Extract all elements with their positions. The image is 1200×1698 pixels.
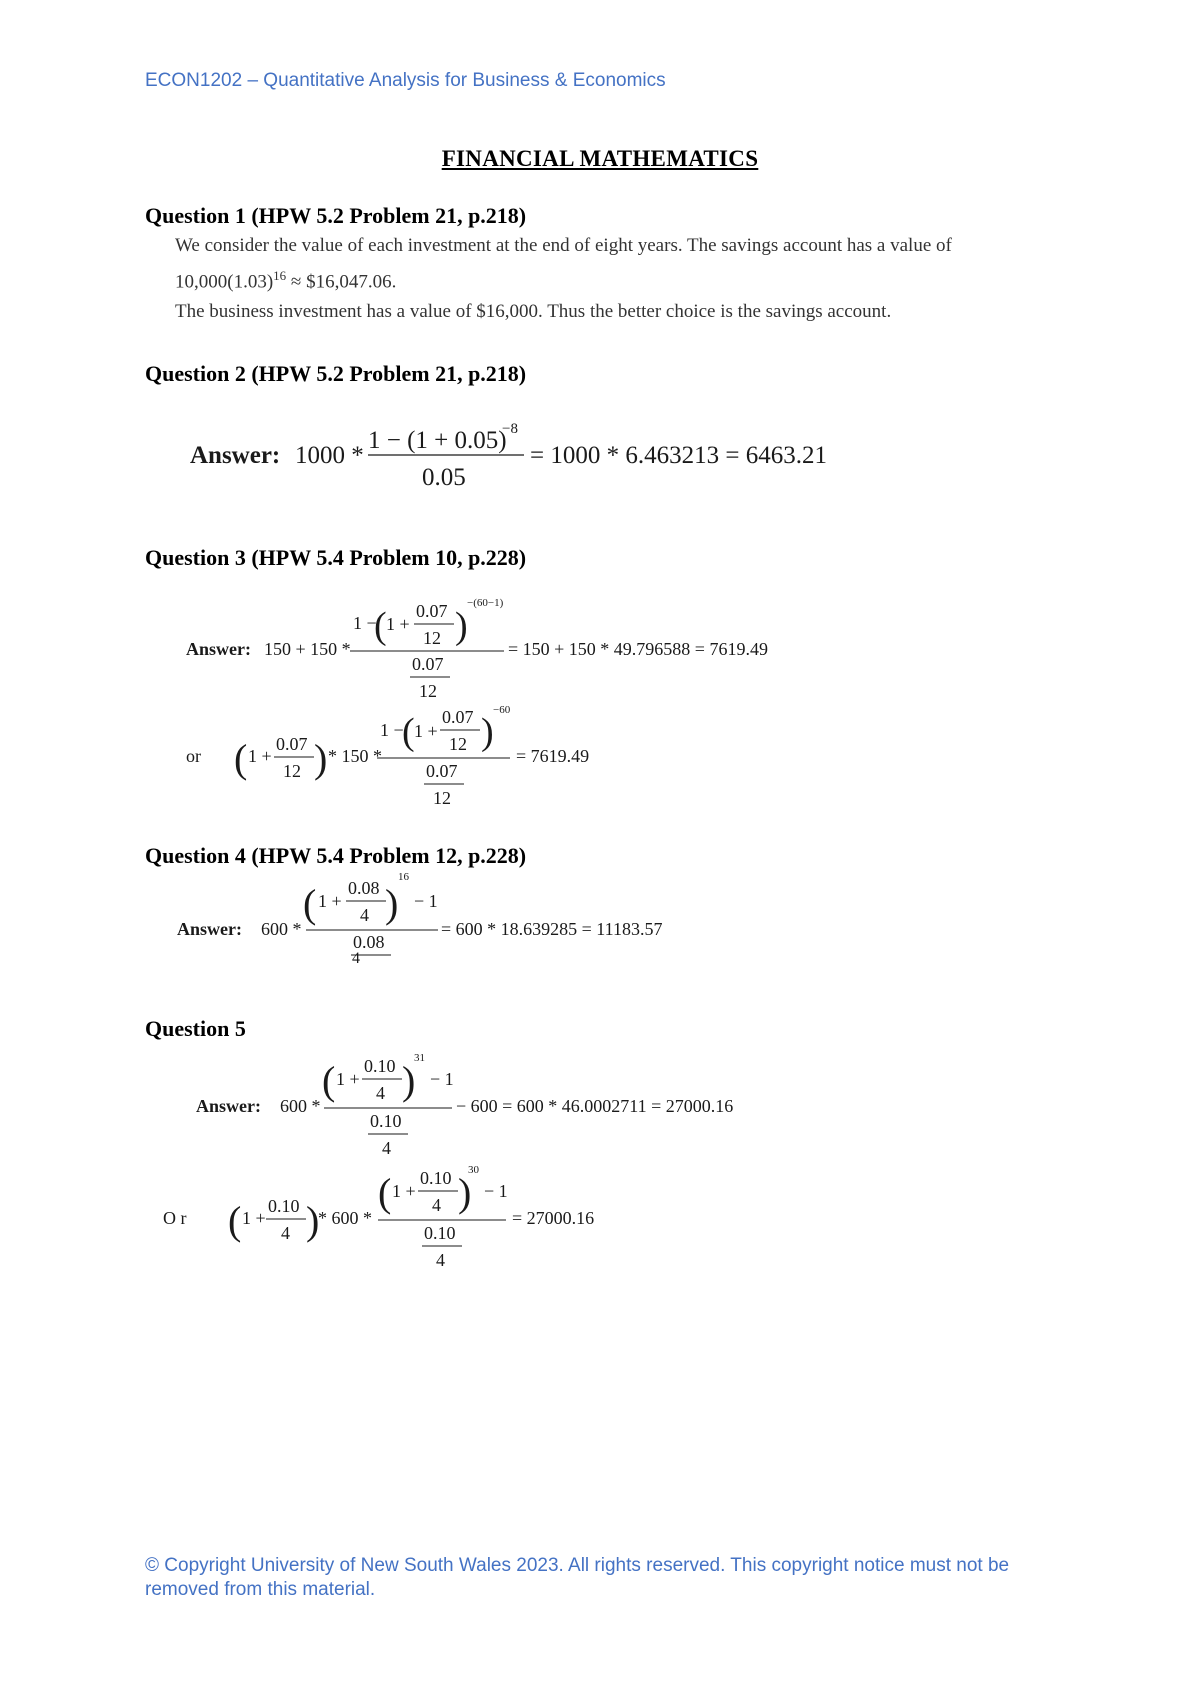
q3b-rate-den: 12 [283, 761, 301, 781]
q4-paren-right: ) [385, 881, 399, 926]
question-2-heading: Question 2 (HPW 5.2 Problem 21, p.218) [145, 361, 527, 386]
q2-denominator: 0.05 [422, 464, 466, 491]
q4-den-den: 4 [352, 950, 360, 967]
q2-result: = 1000 * 6.463213 = 6463.21 [530, 442, 827, 469]
q5b-den-den: 4 [436, 1250, 445, 1270]
q3b-paren2-left: ( [402, 711, 415, 753]
q5-rate-num: 0.10 [364, 1056, 396, 1076]
q5-or-label: O r [163, 1208, 187, 1228]
q4-one-plus: 1 + [318, 891, 342, 911]
q3-equation-1 [186, 597, 768, 701]
q5b-rate-num: 0.10 [268, 1196, 300, 1216]
course-header: ECON1202 – Quantitative Analysis for Business & Economics [145, 70, 666, 91]
question-1-heading: Question 1 (HPW 5.2 Problem 21, p.218) [145, 203, 527, 228]
q3b-paren-right: ) [314, 736, 328, 781]
q2-numerator: 1 − (1 + 0.05) [368, 427, 507, 454]
q5-equation-1 [196, 1052, 733, 1158]
q3-prefix: 150 + 150 * [264, 639, 351, 659]
q3b-den-den: 12 [433, 788, 451, 808]
q5-answer-label: Answer: [196, 1096, 261, 1116]
q5b-one-plus-2: 1 + [392, 1181, 416, 1201]
q5-den-num: 0.10 [370, 1111, 402, 1131]
q3-rate-den: 12 [423, 628, 441, 648]
question-1-line-2: The business investment has a value of $16,000. Thus the better choice is the savings account. [175, 301, 892, 323]
q1-formula-result: ≈ $16,047.06. [290, 271, 397, 293]
q5-paren-left: ( [322, 1058, 336, 1103]
q4-minus-one: − 1 [414, 891, 438, 911]
q5b-rate-num-2: 0.10 [420, 1168, 452, 1188]
q5b-paren-left: ( [228, 1198, 242, 1243]
q3b-mid: * 150 * [328, 746, 382, 766]
q4-den-num: 0.08 [353, 932, 385, 952]
q3b-one-minus: 1 − [380, 720, 404, 740]
q3-one-minus: 1 − [353, 613, 377, 633]
q4-equation [177, 871, 662, 967]
q4-prefix: 600 * [261, 919, 302, 939]
q3b-rate-num: 0.07 [276, 734, 308, 754]
q3b-one-plus: 1 + [248, 746, 272, 766]
q3-den-den: 12 [419, 681, 437, 701]
q1-formula-exponent: 16 [273, 268, 287, 283]
q3-paren-left: ( [374, 605, 387, 647]
q5-exponent-2: 30 [468, 1164, 479, 1176]
q2-prefix: 1000 * [295, 442, 364, 469]
q3-one-plus: 1 + [386, 614, 410, 634]
q3-den-num: 0.07 [412, 654, 444, 674]
q5b-one-plus: 1 + [242, 1208, 266, 1228]
q5-result-2: = 27000.16 [512, 1208, 595, 1228]
q5-minus-one: − 1 [430, 1069, 454, 1089]
q3b-rate-den-2: 12 [449, 734, 467, 754]
q4-answer-label: Answer: [177, 919, 242, 939]
q5b-rate-den: 4 [281, 1223, 290, 1243]
q5-one-plus: 1 + [336, 1069, 360, 1089]
question-4-heading: Question 4 (HPW 5.4 Problem 12, p.228) [145, 843, 527, 868]
q4-result: = 600 * 18.639285 = 11183.57 [441, 919, 663, 939]
q5-rate-den: 4 [376, 1083, 385, 1103]
q4-exponent: 16 [398, 871, 409, 883]
q3-answer-label: Answer: [186, 639, 251, 659]
q5b-mid: * 600 * [318, 1208, 372, 1228]
q3b-rate-num-2: 0.07 [442, 707, 474, 727]
q5b-minus-one: − 1 [484, 1181, 508, 1201]
q2-answer-label: Answer: [190, 442, 281, 469]
q3b-paren-left: ( [234, 736, 248, 781]
question-1-body [175, 231, 1055, 327]
question-1-line-1: We consider the value of each investment at the end of eight years. The savings account has a value of [175, 235, 952, 256]
q5-exponent-1: 31 [414, 1052, 425, 1064]
q3-rate-num: 0.07 [416, 601, 448, 621]
page-title-text: FINANCIAL MATHEMATICS [441, 146, 759, 171]
q5b-den-num: 0.10 [424, 1223, 456, 1243]
q4-rate-den: 4 [360, 905, 369, 925]
q4-rate-num: 0.08 [348, 878, 380, 898]
question-3-heading: Question 3 (HPW 5.4 Problem 10, p.228) [145, 545, 527, 570]
q3-exponent-2: −60 [493, 704, 511, 716]
q3-exponent-1: −(60−1) [467, 597, 504, 609]
q3b-one-plus-2: 1 + [414, 721, 438, 741]
page-title [0, 146, 1200, 172]
q3-equation-2 [186, 704, 589, 808]
q5-equation-2 [163, 1164, 594, 1270]
q5-den-den: 4 [382, 1138, 391, 1158]
q3b-den-num: 0.07 [426, 761, 458, 781]
q4-paren-left: ( [303, 881, 317, 926]
q5b-paren2-right: ) [458, 1170, 472, 1215]
q3-or-label: or [186, 746, 201, 766]
q5-prefix: 600 * [280, 1096, 321, 1116]
q3-result-1: = 150 + 150 * 49.796588 = 7619.49 [508, 639, 768, 659]
q5-paren-right: ) [402, 1058, 416, 1103]
q1-formula-base: 10,000(1.03) [175, 271, 274, 293]
question-5-heading: Question 5 [145, 1016, 246, 1041]
q5b-paren2-left: ( [378, 1170, 392, 1215]
question-1-formula [175, 261, 1055, 297]
q2-exponent: −8 [502, 421, 518, 437]
q2-equation [190, 421, 827, 491]
q5b-paren-right: ) [306, 1198, 320, 1243]
copyright-footer: © Copyright University of New South Wales 2023. All rights reserved. This copyright notice must not be removed from this material. [145, 1555, 1010, 1600]
q3b-paren2-right: ) [481, 711, 494, 753]
q5b-rate-den-2: 4 [432, 1195, 441, 1215]
q3-result-2: = 7619.49 [516, 746, 590, 766]
q3-paren-right: ) [455, 605, 468, 647]
q5-result-1: − 600 = 600 * 46.0002711 = 27000.16 [456, 1096, 734, 1116]
